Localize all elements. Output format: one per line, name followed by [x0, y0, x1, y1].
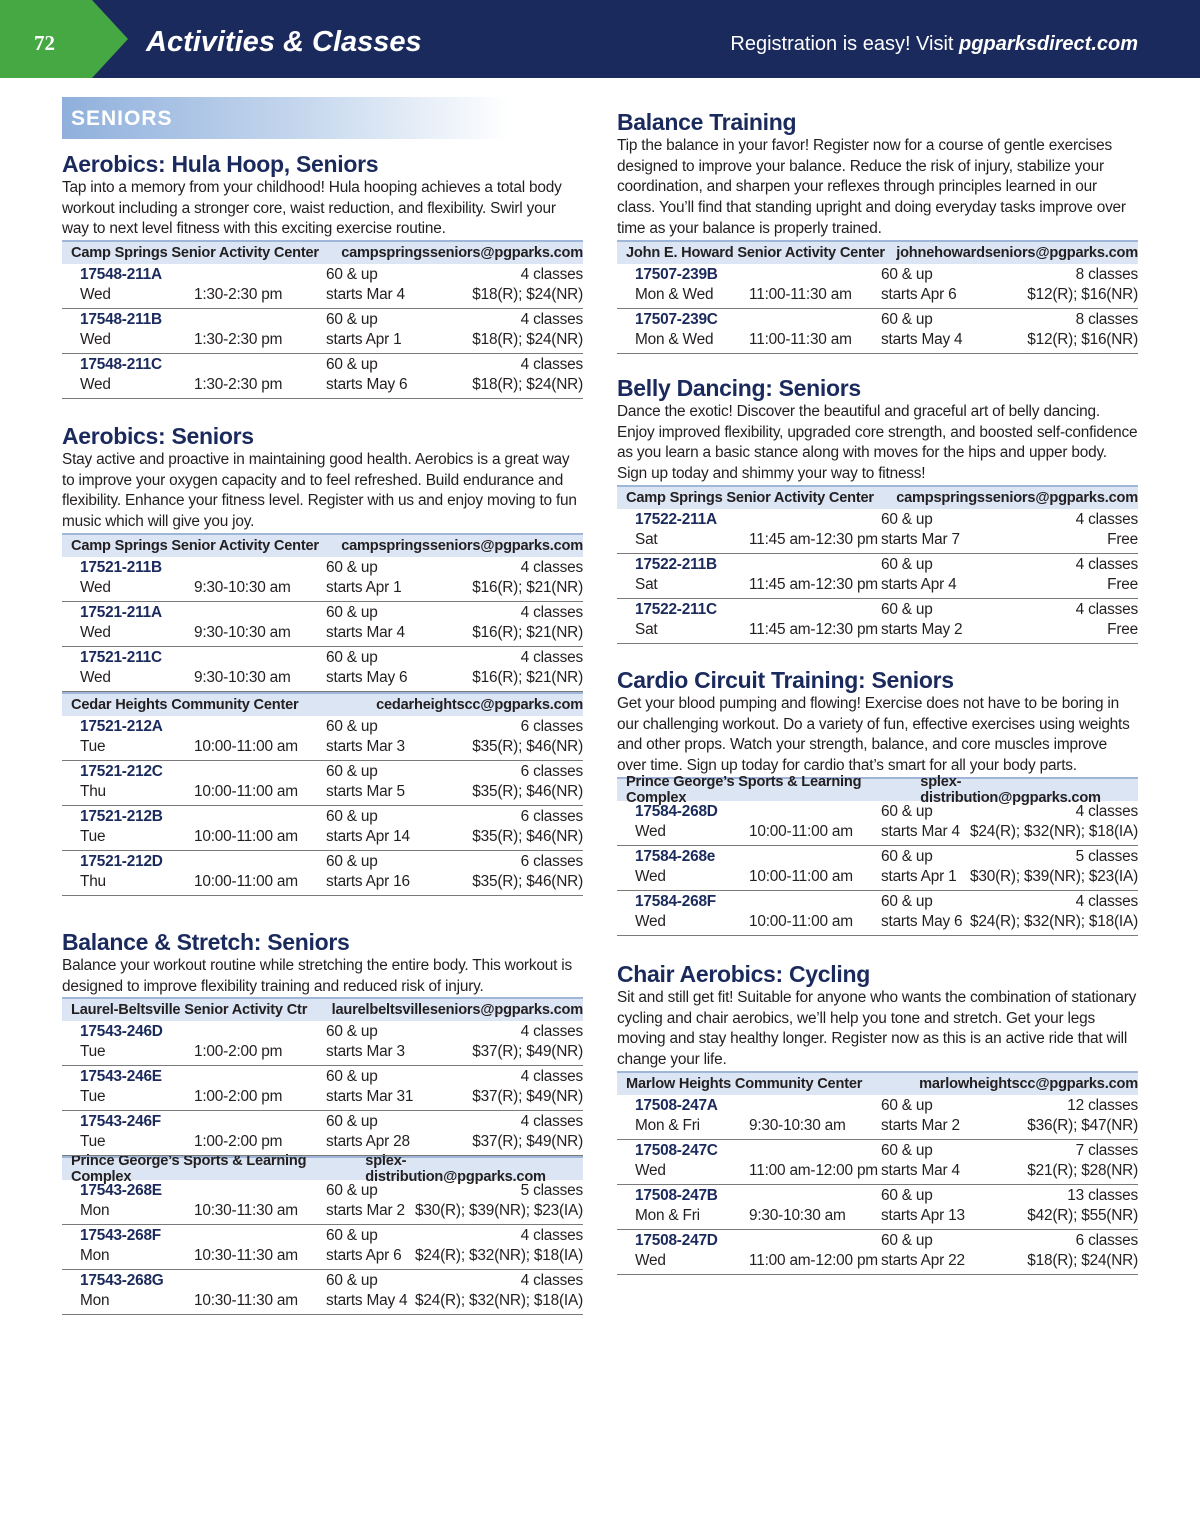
class-row[interactable]: [617, 309, 1138, 354]
class-fee: $30(R); $39(NR); $23(IA): [970, 867, 1138, 885]
class-code: 17543-268F: [80, 1227, 162, 1245]
class-code: 17507-239C: [635, 310, 718, 328]
section-title: Aerobics: Hula Hoop, Seniors: [62, 151, 379, 177]
class-start-date: starts Mar 4: [326, 286, 405, 304]
registration-text: Registration is easy! Visit: [730, 33, 954, 55]
class-time: 10:00-11:00 am: [194, 827, 298, 845]
venue-name: Laurel-Beltsville Senior Activity Ctr: [71, 1002, 308, 1019]
section-chair-aerobics: [617, 960, 1138, 1275]
class-days: Wed: [80, 331, 111, 349]
class-code: 17521-211B: [80, 558, 162, 576]
class-row[interactable]: [617, 554, 1138, 599]
section-title: Chair Aerobics: Cycling: [617, 961, 870, 987]
class-time: 10:00-11:00 am: [194, 782, 298, 800]
venue-header: [617, 240, 1138, 264]
section-title: Belly Dancing: Seniors: [617, 375, 861, 401]
class-start-date: starts Mar 3: [326, 737, 405, 755]
category-label: SENIORS: [71, 107, 173, 130]
class-start-date: starts Mar 3: [326, 1043, 405, 1061]
class-code: 17521-211A: [80, 603, 162, 621]
class-time: 1:30-2:30 pm: [194, 286, 283, 304]
class-code: 17584-268F: [635, 892, 717, 910]
class-count: 4 classes: [1075, 600, 1138, 618]
venue-header: [62, 692, 583, 716]
class-start-date: starts Mar 4: [326, 623, 405, 641]
class-days: Wed: [635, 1161, 666, 1179]
class-start-date: starts Apr 1: [326, 578, 402, 596]
class-days: Wed: [80, 376, 111, 394]
class-age: 60 & up: [881, 600, 933, 618]
class-time: 10:00-11:00 am: [194, 737, 298, 755]
section-description: Balance your workout routine while stretching the entire body. This workout is designed to improve flexibility training and reduced risk of injury.: [62, 957, 572, 995]
class-count: 7 classes: [1075, 1141, 1138, 1159]
class-start-date: starts May 4: [881, 330, 963, 348]
class-row[interactable]: [62, 1270, 583, 1315]
class-count: 6 classes: [1075, 1231, 1138, 1249]
class-code: 17521-212A: [80, 717, 163, 735]
venue-name: Camp Springs Senior Activity Center: [626, 489, 874, 506]
class-count: 4 classes: [520, 356, 583, 374]
class-count: 6 classes: [520, 852, 583, 870]
class-start-date: starts Apr 28: [326, 1133, 410, 1151]
venue-email-link[interactable]: splex-distribution@pgparks.com: [920, 773, 1101, 806]
class-row[interactable]: [62, 602, 583, 647]
class-fee: $18(R); $24(NR): [472, 331, 583, 349]
class-row[interactable]: [617, 1185, 1138, 1230]
class-code: 17584-268e: [635, 847, 716, 865]
class-row[interactable]: [617, 509, 1138, 554]
class-count: 6 classes: [520, 717, 583, 735]
class-age: 60 & up: [881, 310, 933, 328]
class-code: 17507-239B: [635, 265, 718, 283]
class-days: Thu: [80, 872, 106, 890]
class-age: 60 & up: [326, 717, 378, 735]
class-code: 17521-212B: [80, 807, 163, 825]
class-start-date: starts May 2: [881, 620, 963, 638]
class-age: 60 & up: [881, 892, 933, 910]
class-start-date: starts May 6: [326, 668, 408, 686]
class-start-date: starts Apr 1: [326, 331, 402, 349]
section-description: Tip the balance in your favor! Register now for a course of gentle exercises designed to improve your balance. Reduce the risk of injury, stabilize your coordination, and sharpen your reflexes through principles learned in our class. You’ll find that standing upright and doing everyday tasks improve over time as your balance is properly trained.: [617, 137, 1126, 237]
class-start-date: starts Apr 6: [326, 1247, 402, 1265]
class-time: 11:00 am-12:00 pm: [749, 1161, 878, 1179]
class-fee: $42(R); $55(NR): [1027, 1206, 1138, 1224]
class-start-date: starts Apr 6: [881, 285, 957, 303]
class-fee: $36(R); $47(NR): [1027, 1116, 1138, 1134]
class-age: 60 & up: [326, 1068, 378, 1086]
class-row[interactable]: [62, 1225, 583, 1270]
class-days: Wed: [80, 668, 111, 686]
class-days: Sat: [635, 575, 658, 593]
venue-name: Prince George’s Sports & Learning Complex: [71, 1153, 307, 1186]
section-description: Dance the exotic! Discover the beautiful and graceful art of belly dancing. Enjoy improved flexibility, upgraded core strength, and boosted self-confidence as you learn a basic stance along with moves for the hips and upper body. Sign up today and shimmy your way to fitness!: [617, 403, 1138, 483]
class-fee: Free: [1107, 620, 1138, 638]
class-code: 17521-212D: [80, 852, 163, 870]
venue-email-link[interactable]: marlowheightscc@pgparks.com: [919, 1075, 1138, 1092]
class-code: 17522-211A: [635, 510, 717, 528]
class-age: 60 & up: [326, 356, 378, 374]
class-fee: $35(R); $46(NR): [472, 872, 583, 890]
class-code: 17543-246D: [80, 1023, 163, 1041]
class-row[interactable]: [617, 891, 1138, 936]
venue-name: Marlow Heights Community Center: [626, 1075, 863, 1092]
class-fee: $35(R); $46(NR): [472, 782, 583, 800]
class-fee: Free: [1107, 575, 1138, 593]
section-balance-training: [617, 108, 1138, 354]
class-row[interactable]: [62, 309, 583, 354]
venue-email-link[interactable]: splex-distribution@pgparks.com: [365, 1153, 546, 1186]
class-start-date: starts Apr 4: [881, 575, 957, 593]
class-row[interactable]: [62, 354, 583, 399]
class-row[interactable]: [617, 1230, 1138, 1275]
section-balance-stretch: [62, 928, 583, 1315]
class-count: 4 classes: [520, 1068, 583, 1086]
class-row[interactable]: [62, 557, 583, 602]
page-title: Activities & Classes: [146, 26, 422, 58]
class-days: Sat: [635, 530, 658, 548]
class-fee: $24(R); $32(NR); $18(IA): [970, 822, 1138, 840]
class-time: 9:30-10:30 am: [749, 1116, 846, 1134]
class-days: Tue: [80, 737, 106, 755]
class-fee: $30(R); $39(NR); $23(IA): [415, 1202, 583, 1220]
class-start-date: starts Mar 4: [881, 822, 960, 840]
class-age: 60 & up: [326, 648, 378, 666]
class-code: 17548-211A: [80, 266, 162, 284]
class-time: 10:30-11:30 am: [194, 1247, 298, 1265]
venue-name: Cedar Heights Community Center: [71, 696, 299, 713]
class-code: 17522-211B: [635, 555, 717, 573]
class-count: 4 classes: [520, 558, 583, 576]
class-time: 10:00-11:00 am: [749, 867, 853, 885]
class-age: 60 & up: [881, 847, 933, 865]
class-fee: $24(R); $32(NR); $18(IA): [415, 1292, 583, 1310]
class-time: 10:30-11:30 am: [194, 1202, 298, 1220]
class-fee: Free: [1107, 530, 1138, 548]
class-code: 17543-268G: [80, 1272, 164, 1290]
class-row[interactable]: [617, 846, 1138, 891]
class-age: 60 & up: [881, 1096, 933, 1114]
class-count: 12 classes: [1067, 1096, 1138, 1114]
class-fee: $35(R); $46(NR): [472, 827, 583, 845]
class-time: 1:00-2:00 pm: [194, 1088, 283, 1106]
class-age: 60 & up: [326, 1272, 378, 1290]
class-code: 17543-268E: [80, 1182, 162, 1200]
class-days: Mon & Fri: [635, 1206, 700, 1224]
class-count: 4 classes: [520, 1113, 583, 1131]
venue-name: Prince George’s Sports & Learning Complex: [626, 773, 862, 806]
class-start-date: starts Mar 2: [881, 1116, 960, 1134]
page-header: [0, 0, 1200, 78]
venue-header: [62, 1153, 583, 1186]
class-age: 60 & up: [326, 852, 378, 870]
class-count: 4 classes: [520, 648, 583, 666]
class-count: 5 classes: [1075, 847, 1138, 865]
class-count: 6 classes: [520, 807, 583, 825]
class-code: 17508-247A: [635, 1096, 718, 1114]
class-age: 60 & up: [881, 1186, 933, 1204]
class-fee: $12(R); $16(NR): [1027, 330, 1138, 348]
class-time: 9:30-10:30 am: [749, 1206, 846, 1224]
class-start-date: starts Mar 31: [326, 1088, 414, 1106]
class-age: 60 & up: [881, 510, 933, 528]
section-description: Sit and still get fit! Suitable for anyone who wants the combination of stationary cycling and chair aerobics, we’ll help you tone and stretch. Get your legs moving and stay healthy longer. Register now as this is an active ride that will change your life.: [617, 989, 1137, 1069]
class-days: Tue: [80, 1088, 106, 1106]
class-age: 60 & up: [326, 807, 378, 825]
class-row[interactable]: [617, 264, 1138, 309]
class-time: 11:00-11:30 am: [749, 285, 852, 303]
class-row[interactable]: [62, 647, 583, 692]
class-count: 4 classes: [520, 266, 583, 284]
class-start-date: starts Apr 22: [881, 1251, 965, 1269]
class-fee: $18(R); $24(NR): [1027, 1251, 1138, 1269]
class-start-date: starts Apr 14: [326, 827, 410, 845]
class-time: 11:00 am-12:00 pm: [749, 1251, 878, 1269]
class-days: Mon: [80, 1292, 110, 1310]
class-days: Wed: [635, 1251, 666, 1269]
venue-header: [62, 997, 583, 1021]
class-row[interactable]: [62, 1066, 583, 1111]
registration-link[interactable]: pgparksdirect.com: [959, 33, 1138, 55]
class-row[interactable]: [617, 599, 1138, 644]
class-fee: $16(R); $21(NR): [472, 623, 583, 641]
venue-header: [617, 1071, 1138, 1095]
class-age: 60 & up: [326, 762, 378, 780]
class-days: Wed: [635, 912, 666, 930]
section-title: Balance & Stretch: Seniors: [62, 929, 350, 955]
class-fee: $35(R); $46(NR): [472, 737, 583, 755]
section-aerobics-seniors: [62, 422, 583, 896]
class-days: Tue: [80, 1043, 106, 1061]
class-time: 11:45 am-12:30 pm: [749, 620, 878, 638]
class-time: 9:30-10:30 am: [194, 623, 291, 641]
class-row[interactable]: [62, 761, 583, 806]
venue-email-link[interactable]: cedarheightscc@pgparks.com: [376, 696, 583, 713]
venue-header: [617, 485, 1138, 509]
class-row[interactable]: [62, 1180, 583, 1225]
class-start-date: starts May 4: [326, 1292, 408, 1310]
class-code: 17548-211B: [80, 311, 162, 329]
class-time: 1:30-2:30 pm: [194, 331, 283, 349]
class-time: 11:00-11:30 am: [749, 330, 852, 348]
class-fee: $12(R); $16(NR): [1027, 285, 1138, 303]
venue-header: [62, 240, 583, 264]
class-code: 17508-247C: [635, 1141, 718, 1159]
section-title: Balance Training: [617, 109, 797, 135]
class-start-date: starts Apr 13: [881, 1206, 965, 1224]
class-time: 11:45 am-12:30 pm: [749, 575, 878, 593]
class-age: 60 & up: [326, 1182, 378, 1200]
class-start-date: starts Mar 7: [881, 530, 960, 548]
class-fee: $24(R); $32(NR); $18(IA): [970, 912, 1138, 930]
class-age: 60 & up: [881, 802, 933, 820]
class-time: 1:00-2:00 pm: [194, 1043, 283, 1061]
class-days: Mon & Fri: [635, 1116, 700, 1134]
venue-header: [617, 773, 1138, 806]
class-age: 60 & up: [326, 1227, 378, 1245]
class-code: 17508-247B: [635, 1186, 718, 1204]
page-number: 72: [34, 31, 55, 55]
class-age: 60 & up: [881, 1141, 933, 1159]
class-age: 60 & up: [881, 265, 933, 283]
section-hula-hoop: [62, 150, 583, 399]
class-code: 17508-247D: [635, 1231, 718, 1249]
class-time: 10:30-11:30 am: [194, 1292, 298, 1310]
class-age: 60 & up: [326, 266, 378, 284]
category-banner: [62, 97, 510, 139]
class-count: 5 classes: [520, 1182, 583, 1200]
class-age: 60 & up: [881, 1231, 933, 1249]
registration-note: [730, 0, 1138, 78]
class-count: 4 classes: [520, 603, 583, 621]
class-days: Wed: [80, 623, 111, 641]
class-code: 17521-212C: [80, 762, 163, 780]
class-days: Mon: [80, 1202, 110, 1220]
class-row[interactable]: [617, 1095, 1138, 1140]
class-count: 6 classes: [520, 762, 583, 780]
venue-email-link[interactable]: laurelbeltsvilleseniors@pgparks.com: [331, 1002, 583, 1019]
class-count: 13 classes: [1067, 1186, 1138, 1204]
class-start-date: starts Apr 16: [326, 872, 410, 890]
class-start-date: starts Mar 2: [326, 1202, 405, 1220]
class-fee: $24(R); $32(NR); $18(IA): [415, 1247, 583, 1265]
class-time: 10:00-11:00 am: [749, 912, 853, 930]
section-description: Tap into a memory from your childhood! Hula hooping achieves a total body workout including a stronger core, waist reduction, and flexibility. Swirl your way to next level fitness with this exciting exercise routine.: [62, 179, 562, 238]
class-row[interactable]: [617, 801, 1138, 846]
class-row[interactable]: [62, 851, 583, 896]
class-row[interactable]: [617, 1140, 1138, 1185]
class-row[interactable]: [62, 806, 583, 851]
class-row[interactable]: [62, 264, 583, 309]
class-count: 4 classes: [520, 311, 583, 329]
class-age: 60 & up: [881, 555, 933, 573]
venue-email-link[interactable]: campspringsseniors@pgparks.com: [341, 245, 583, 262]
class-row[interactable]: [62, 1021, 583, 1066]
class-count: 4 classes: [520, 1023, 583, 1041]
class-fee: $21(R); $28(NR): [1027, 1161, 1138, 1179]
class-time: 1:30-2:30 pm: [194, 376, 283, 394]
venue-name: John E. Howard Senior Activity Center: [626, 244, 885, 261]
class-days: Wed: [80, 286, 111, 304]
class-fee: $16(R); $21(NR): [472, 578, 583, 596]
class-days: Sat: [635, 620, 658, 638]
class-time: 9:30-10:30 am: [194, 578, 291, 596]
class-start-date: starts Mar 5: [326, 782, 405, 800]
class-days: Mon & Wed: [635, 330, 714, 348]
class-code: 17521-211C: [80, 648, 162, 666]
venue-email-link[interactable]: campspringsseniors@pgparks.com: [896, 489, 1138, 506]
class-fee: $37(R); $49(NR): [472, 1043, 583, 1061]
class-count: 4 classes: [1075, 802, 1138, 820]
class-fee: $37(R); $49(NR): [472, 1088, 583, 1106]
class-fee: $16(R); $21(NR): [472, 668, 583, 686]
class-code: 17548-211C: [80, 356, 162, 374]
class-age: 60 & up: [326, 603, 378, 621]
class-start-date: starts Mar 4: [881, 1161, 960, 1179]
class-time: 9:30-10:30 am: [194, 668, 291, 686]
class-count: 4 classes: [520, 1227, 583, 1245]
class-days: Mon & Wed: [635, 285, 714, 303]
class-days: Tue: [80, 827, 106, 845]
venue-header: [62, 533, 583, 557]
venue-name: Camp Springs Senior Activity Center: [71, 245, 319, 262]
class-count: 8 classes: [1075, 265, 1138, 283]
class-time: 1:00-2:00 pm: [194, 1133, 283, 1151]
class-code: 17543-246F: [80, 1113, 162, 1131]
class-days: Wed: [80, 578, 111, 596]
class-fee: $18(R); $24(NR): [472, 286, 583, 304]
class-row[interactable]: [62, 1111, 583, 1156]
class-fee: $18(R); $24(NR): [472, 376, 583, 394]
section-description: Stay active and proactive in maintaining good health. Aerobics is a great way to improve your oxygen capacity and to feel refreshed. Build endurance and flexibility. Enhance your fitness level. Register with us and enjoy moving to fun music which will give you joy.: [62, 451, 577, 531]
class-count: 4 classes: [1075, 555, 1138, 573]
class-days: Wed: [635, 822, 666, 840]
class-count: 4 classes: [1075, 510, 1138, 528]
class-code: 17522-211C: [635, 600, 717, 618]
class-days: Mon: [80, 1247, 110, 1265]
venue-name: Camp Springs Senior Activity Center: [71, 537, 319, 554]
venue-email-link[interactable]: campspringsseniors@pgparks.com: [341, 537, 583, 554]
class-code: 17543-246E: [80, 1068, 162, 1086]
class-count: 4 classes: [520, 1272, 583, 1290]
class-time: 10:00-11:00 am: [194, 872, 298, 890]
class-age: 60 & up: [326, 311, 378, 329]
class-time: 11:45 am-12:30 pm: [749, 530, 878, 548]
venue-email-link[interactable]: johnehowardseniors@pgparks.com: [896, 244, 1138, 261]
class-age: 60 & up: [326, 558, 378, 576]
section-belly-dancing: [617, 374, 1138, 644]
section-title: Cardio Circuit Training: Seniors: [617, 667, 954, 693]
class-days: Wed: [635, 867, 666, 885]
section-title: Aerobics: Seniors: [62, 423, 254, 449]
section-cardio-circuit: [617, 666, 1138, 936]
class-start-date: starts Apr 1: [881, 867, 957, 885]
class-row[interactable]: [62, 716, 583, 761]
class-code: 17584-268D: [635, 802, 718, 820]
section-description: Get your blood pumping and flowing! Exercise does not have to be boring in our challenging workout. Do a variety of fun, effective exercises using weights and other props. Watch your strength, balance, and core muscles improve over time. Sign up today for cardio that’s smart for all your body parts.: [617, 695, 1130, 775]
class-age: 60 & up: [326, 1113, 378, 1131]
class-start-date: starts May 6: [881, 912, 963, 930]
class-days: Thu: [80, 782, 106, 800]
class-count: 4 classes: [1075, 892, 1138, 910]
class-start-date: starts May 6: [326, 376, 408, 394]
class-fee: $37(R); $49(NR): [472, 1133, 583, 1151]
class-count: 8 classes: [1075, 310, 1138, 328]
class-time: 10:00-11:00 am: [749, 822, 853, 840]
class-days: Tue: [80, 1133, 106, 1151]
class-age: 60 & up: [326, 1023, 378, 1041]
